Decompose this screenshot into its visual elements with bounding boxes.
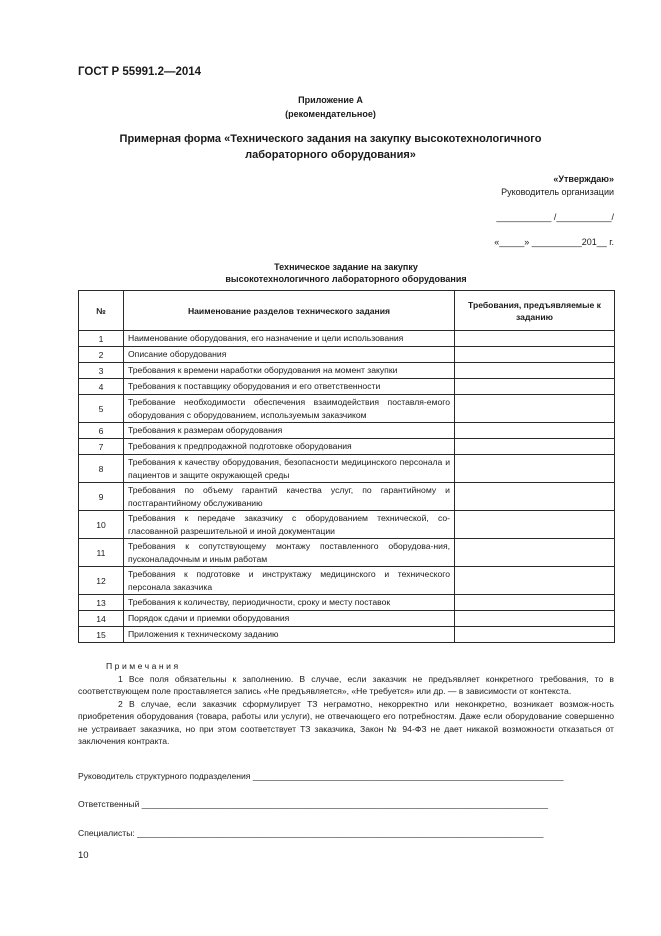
row-number: 2 [79, 347, 124, 363]
requirements-table [78, 290, 615, 643]
row-name: Требования к поставщику оборудования и его ответственности [124, 379, 455, 395]
table-row [79, 595, 615, 611]
annex-subtitle: (рекомендательное) [285, 109, 376, 119]
approval-sign-line: ___________ /___________/ [496, 212, 614, 222]
signature-line-head: Руководитель структурного подразделения _________________________________________________________________ [78, 771, 564, 781]
row-number: 12 [79, 567, 124, 595]
note-item: 1 Все поля обязательны к заполнению. В случае, если заказчик не предъявляет конкретного требования, то в соответствующем поле проставляется запись «Не предъявляется», «Не требуется» или др. — в зависимости от контекста. [78, 673, 614, 696]
row-name: Порядок сдачи и приемки оборудования [124, 611, 455, 627]
row-name: Требования к передаче заказчику с оборудованием технической, со-гласованной разрешительной и иной документации [124, 511, 455, 539]
table-row [79, 347, 615, 363]
approval-position: Руководитель организации [501, 187, 614, 197]
approval-label: «Утверждаю» [553, 174, 614, 184]
row-name: Требования к качеству оборудования, безопасности медицинского персонала и пациентов и защите окружающей среды [124, 455, 455, 483]
row-number: 15 [79, 627, 124, 643]
table-row [79, 395, 615, 423]
table-row [79, 511, 615, 539]
table-row [79, 439, 615, 455]
table-row [79, 567, 615, 595]
row-name: Наименование оборудования, его назначение и цели использования [124, 331, 455, 347]
row-number: 13 [79, 595, 124, 611]
table-row [79, 627, 615, 643]
row-name: Требования к количеству, периодичности, сроку и месту поставок [124, 595, 455, 611]
row-number: 7 [79, 439, 124, 455]
header-section-name: Наименование разделов технического задания [124, 291, 455, 331]
table-header-row [79, 291, 615, 331]
row-name: Требования к сопутствующему монтажу поставленного оборудова-ния, пусконаладочным и иным работам [124, 539, 455, 567]
table-row [79, 379, 615, 395]
row-number: 3 [79, 363, 124, 379]
row-requirement-cell[interactable] [455, 539, 615, 567]
row-requirement-cell[interactable] [455, 423, 615, 439]
approval-date-line: «_____» __________201__ г. [494, 237, 614, 247]
tz-title-line1: Техническое задание на закупку [274, 262, 418, 272]
row-requirement-cell[interactable] [455, 363, 615, 379]
table-row [79, 483, 615, 511]
header-requirements: Требования, предъявляемые к заданию [455, 291, 615, 331]
page-number: 10 [78, 850, 89, 861]
row-requirement-cell[interactable] [455, 439, 615, 455]
row-name: Требование необходимости обеспечения взаимодействия поставля-емого оборудования с оборудованием, используемым заказчиком [124, 395, 455, 423]
row-number: 9 [79, 483, 124, 511]
row-number: 5 [79, 395, 124, 423]
row-name: Приложения к техническому заданию [124, 627, 455, 643]
tz-title-line2: высокотехнологичного лабораторного оборудования [225, 274, 467, 284]
table-row [79, 455, 615, 483]
row-requirement-cell[interactable] [455, 627, 615, 643]
annex-title: Приложение А [298, 95, 363, 105]
row-number: 10 [79, 511, 124, 539]
form-title: Примерная форма «Технического задания на закупку высокотехнологичного лабораторного оборудования» [119, 133, 542, 161]
standard-number: ГОСТ Р 55991.2—2014 [78, 66, 202, 78]
table-row [79, 331, 615, 347]
row-name: Требования к размерам оборудования [124, 423, 455, 439]
row-requirement-cell[interactable] [455, 611, 615, 627]
row-name: Описание оборудования [124, 347, 455, 363]
table-row [79, 611, 615, 627]
row-requirement-cell[interactable] [455, 483, 615, 511]
row-name: Требования к подготовке и инструктажу медицинского и технического персонала заказчика [124, 567, 455, 595]
row-number: 8 [79, 455, 124, 483]
notes-block [78, 660, 614, 748]
row-requirement-cell[interactable] [455, 595, 615, 611]
signature-line-responsible: Ответственный _____________________________________________________________________________________ [78, 799, 549, 809]
row-number: 14 [79, 611, 124, 627]
row-requirement-cell[interactable] [455, 331, 615, 347]
row-requirement-cell[interactable] [455, 567, 615, 595]
signature-line-specialists: Специалисты: _____________________________________________________________________________________ [78, 828, 544, 838]
row-requirement-cell[interactable] [455, 395, 615, 423]
row-number: 11 [79, 539, 124, 567]
table-row [79, 423, 615, 439]
row-name: Требования к предпродажной подготовке оборудования [124, 439, 455, 455]
row-requirement-cell[interactable] [455, 511, 615, 539]
header-number: № [79, 291, 124, 331]
note-item: 2 В случае, если заказчик сформулирует ТЗ неграмотно, некорректно или неконкретно, возникает возмож-ность приобретения оборудования (товара, работы или услуги), не отвечающего его потребностям. Даже если оборудование совершенно не устраивает заказчика, но при этом соответствует ТЗ заказчика, Закон № 94-ФЗ не дает никакой возможности отказаться от заключения контракта. [78, 698, 614, 746]
table-row [79, 363, 615, 379]
row-name: Требования к времени наработки оборудования на момент закупки [124, 363, 455, 379]
row-requirement-cell[interactable] [455, 379, 615, 395]
row-name: Требования по объему гарантий качества услуг, по гарантийному и постгарантийному обслуживанию [124, 483, 455, 511]
row-number: 1 [79, 331, 124, 347]
row-number: 4 [79, 379, 124, 395]
row-number: 6 [79, 423, 124, 439]
table-row [79, 539, 615, 567]
notes-heading: Примечания [106, 661, 181, 671]
row-requirement-cell[interactable] [455, 347, 615, 363]
row-requirement-cell[interactable] [455, 455, 615, 483]
